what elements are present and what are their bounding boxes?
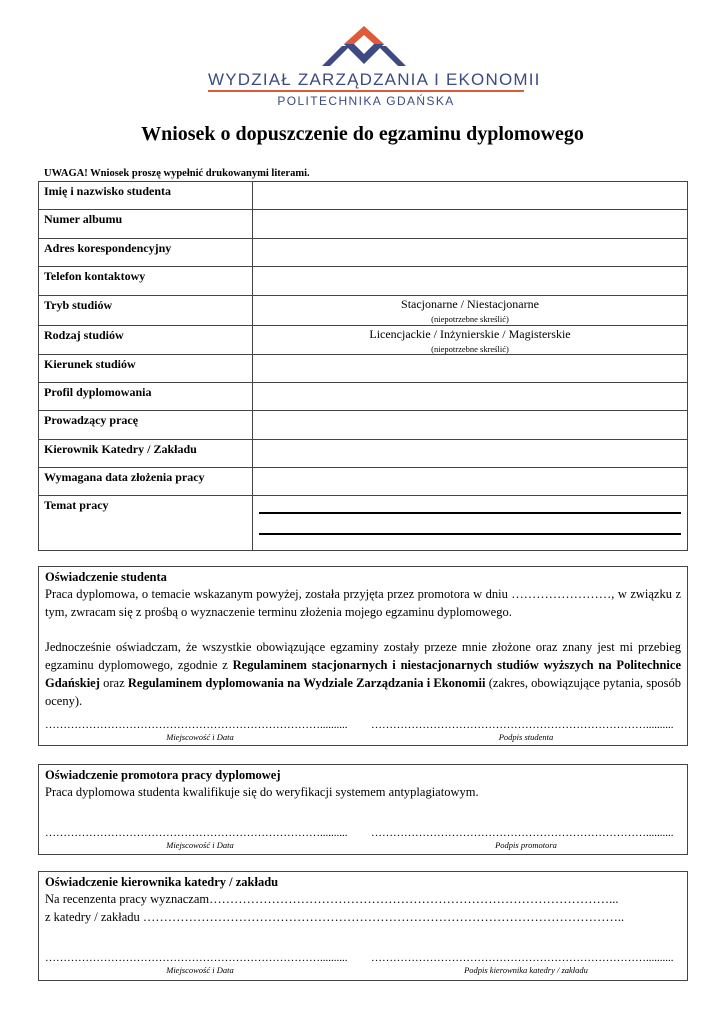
promoter-signature-row [45, 827, 681, 850]
topic-line-2 [259, 533, 681, 535]
form-row-student-name [39, 182, 688, 210]
header-divider [208, 90, 524, 92]
form-row-department-head [39, 440, 688, 468]
promoter-signature[interactable] [371, 827, 681, 850]
label-due-date: Wymagana data złożenia pracy [39, 468, 253, 496]
promoter-statement-heading: Oświadczenie promotora pracy dyplomowej [45, 768, 281, 782]
student-statement-para1: Praca dyplomowa, o temacie wskazanym powyżej, została przyjęta przez promotora w dniu ……………………, w związku z tym, zwracam się z prośbą o wyznaczenie terminu złożenia mojego egzaminu dyplomowego. [45, 587, 681, 619]
head-statement-box [38, 871, 688, 981]
label-study-type: Rodzaj studiów [39, 326, 253, 355]
label-profile: Profil dyplomowania [39, 383, 253, 411]
faculty-name: WYDZIAŁ ZARZĄDZANIA I EKONOMII [208, 70, 541, 89]
form-row-field-of-study [39, 355, 688, 383]
document-title: Wniosek o dopuszczenie do egzaminu dyplomowego [141, 123, 584, 145]
form-row-study-mode [39, 296, 688, 326]
promoter-statement-text: Praca dyplomowa studenta kwalifikuje się do weryfikacji systemem antyplagiatowym. [45, 785, 479, 799]
signature-dots: ………………………………………………………………….......... [371, 952, 674, 964]
form-row-profile [39, 383, 688, 411]
study-mode-note: (niepotrzebne skreślić) [431, 314, 509, 324]
student-place-date[interactable] [45, 719, 355, 742]
regulation-diploma: Regulaminem dyplomowania na Wydziale Zarządzania i Ekonomii [127, 676, 486, 690]
student-statement-box [38, 566, 688, 746]
signature-dots: ………………………………………………………………….......... [371, 719, 674, 731]
field-address[interactable] [253, 239, 688, 267]
place-date-dots: ………………………………………………………………….......... [45, 952, 348, 964]
signature-caption: Podpis promotora [495, 840, 557, 850]
study-mode-options: Stacjonarne / Niestacjonarne [401, 297, 539, 311]
promoter-place-date[interactable] [45, 827, 355, 850]
label-student-name: Imię i nazwisko studenta [39, 182, 253, 210]
study-type-note: (niepotrzebne skreślić) [431, 344, 509, 354]
field-student-name[interactable] [253, 182, 688, 210]
topic-line-1 [259, 512, 681, 514]
form-row-album-number [39, 210, 688, 239]
student-data-table [38, 181, 688, 551]
student-statement-heading: Oświadczenie studenta [45, 570, 167, 584]
regulation-studies: Regulaminem stacjonarnych i niestacjonarnych studiów wyższych na Politechnice Gdańskiej [45, 658, 681, 690]
head-signature-row [45, 952, 681, 975]
reviewer-line[interactable]: Na recenzenta pracy wyznaczam……………………………………………………………………………………... [45, 892, 619, 906]
form-row-due-date [39, 468, 688, 496]
field-profile[interactable] [253, 383, 688, 411]
fill-notice: UWAGA! Wniosek proszę wypełnić drukowanymi literami. [44, 168, 310, 179]
field-supervisor[interactable] [253, 411, 688, 440]
label-department-head: Kierownik Katedry / Zakładu [39, 440, 253, 468]
place-date-caption: Miejscowość i Data [166, 965, 234, 975]
field-study-type[interactable] [253, 326, 688, 355]
place-date-dots: ………………………………………………………………….......... [45, 827, 348, 839]
study-type-options: Licencjackie / Inżynierskie / Magisterskie [369, 327, 571, 341]
field-due-date[interactable] [253, 468, 688, 496]
label-study-mode: Tryb studiów [39, 296, 253, 326]
form-row-supervisor [39, 411, 688, 440]
label-thesis-topic: Temat pracy [39, 496, 253, 551]
form-row-phone [39, 267, 688, 296]
field-phone[interactable] [253, 267, 688, 296]
university-name: POLITECHNIKA GDAŃSKA [277, 94, 455, 108]
para2-text-a: Jednocześnie oświadczam, że wszystkie obowiązujące egzaminy zostały przeze mnie złożone oraz znany jest mi przebieg egzaminu dyplomowego, zgodnie z [45, 640, 681, 672]
head-place-date[interactable] [45, 952, 355, 975]
label-album-number: Numer albumu [39, 210, 253, 239]
para2-text-e: (zakres, obowiązujące pytania, sposób oceny). [45, 676, 681, 708]
student-signature[interactable] [371, 719, 681, 742]
field-thesis-topic[interactable] [253, 496, 688, 551]
signature-dots: ………………………………………………………………….......... [371, 827, 674, 839]
form-row-study-type [39, 326, 688, 355]
student-statement-para2 [45, 638, 681, 710]
signature-caption: Podpis kierownika katedry / zakładu [464, 965, 588, 975]
field-study-mode[interactable] [253, 296, 688, 326]
promoter-statement-box [38, 764, 688, 855]
label-phone: Telefon kontaktowy [39, 267, 253, 296]
field-department-head[interactable] [253, 440, 688, 468]
faculty-logo-icon [322, 26, 406, 66]
place-date-dots: ………………………………………………………………….......... [45, 719, 348, 731]
field-album-number[interactable] [253, 210, 688, 239]
form-row-thesis-topic [39, 496, 688, 551]
place-date-caption: Miejscowość i Data [166, 732, 234, 742]
head-signature[interactable] [371, 952, 681, 975]
label-supervisor: Prowadzący pracę [39, 411, 253, 440]
para2-text-c: oraz [99, 676, 128, 690]
label-field-of-study: Kierunek studiów [39, 355, 253, 383]
signature-caption: Podpis studenta [498, 732, 554, 742]
form-row-address [39, 239, 688, 267]
head-statement-heading: Oświadczenie kierownika katedry / zakładu [45, 875, 279, 889]
label-address: Adres korespondencyjny [39, 239, 253, 267]
student-signature-row [45, 719, 681, 742]
place-date-caption: Miejscowość i Data [166, 840, 234, 850]
department-line[interactable]: z katedry / zakładu …………………………………………………………………………………………………….. [45, 910, 625, 924]
field-field-of-study[interactable] [253, 355, 688, 383]
